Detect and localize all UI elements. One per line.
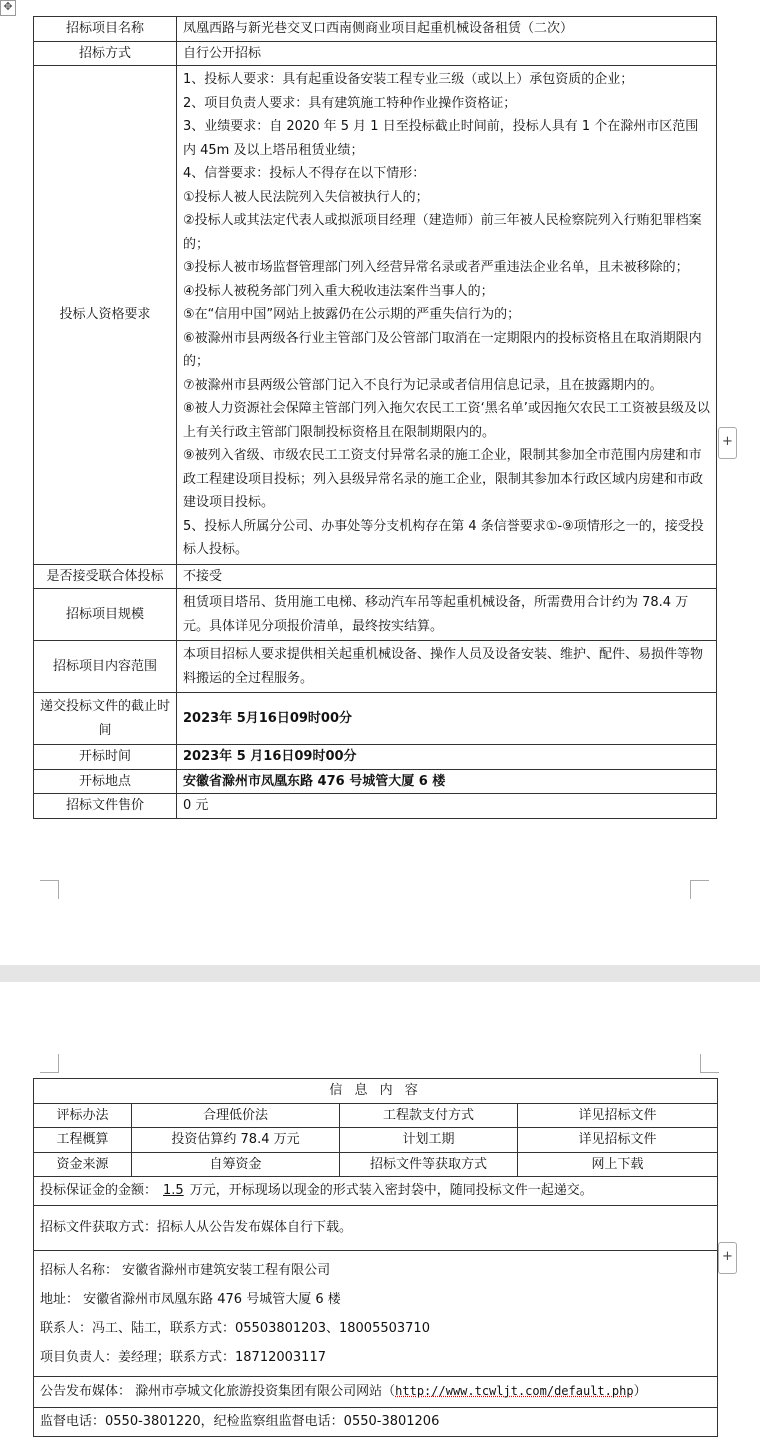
qual-line: 2、项目负责人要求：具有建筑施工特种作业操作资格证；	[183, 95, 517, 111]
qual-line: ②投标人或其法定代表人或拟派项目经理（建造师）前三年被人民检察院列入行贿犯罪档案的；	[183, 213, 702, 252]
add-row-icon[interactable]: +	[718, 427, 737, 459]
table-row	[34, 1377, 718, 1408]
qual-line: ④投标人被税务部门列入重大税收违法案件当事人的；	[183, 283, 494, 299]
info-header: 信 息 内 容	[34, 1079, 718, 1104]
media-suffix: ）	[633, 1384, 647, 1400]
table-row	[34, 41, 717, 66]
grid-cell: 网上下载	[518, 1152, 718, 1177]
page-break	[0, 965, 760, 982]
table-row	[34, 1206, 718, 1251]
table-row	[34, 1128, 718, 1153]
qual-line: ⑧被人力资源社会保障主管部门列入拖欠农民工工资‘黑名单’或因拖欠农民工工资被县级及以上有关行政主管部门限制投标资格且在限制期限内的。	[183, 401, 710, 440]
media-url-link[interactable]: http://www.tcwljt.com/default.php	[395, 1384, 634, 1399]
row-label: 投标人资格要求	[34, 66, 177, 565]
qual-line: ③投标人被市场监督管理部门列入经营异常名录或者严重违法企业名单，且未被移除的；	[183, 260, 689, 275]
grid-cell: 计划工期	[340, 1128, 518, 1153]
row-label: 招标项目内容范围	[34, 641, 177, 693]
table-row	[34, 769, 717, 794]
table-row	[34, 794, 717, 819]
deposit-amount: 1.5	[163, 1183, 184, 1199]
table-row	[34, 564, 717, 589]
contact-line: 联系人：冯工、陆工，联系方式：05503801203、18005503710	[40, 1321, 430, 1336]
table-row	[34, 1251, 718, 1377]
page-corner-mark	[700, 1054, 719, 1073]
grid-cell: 详见招标文件	[518, 1103, 718, 1128]
page-corner-mark	[690, 880, 709, 899]
tender-info-table	[33, 16, 717, 819]
opening-location-value: 安徽省滁州市凤凰东路 476 号城管大厦 6 楼	[177, 769, 717, 794]
row-value: 本项目招标人要求提供相关起重机械设备、操作人员及设备安装、维护、配件、易损件等物料搬运的全过程服务。	[177, 641, 717, 693]
deposit-prefix: 投标保证金的金额：	[40, 1183, 158, 1199]
grid-cell: 投资估算约 78.4 万元	[132, 1128, 340, 1153]
qual-line: ⑤在“信用中国”网站上披露仍在公示期的严重失信行为的；	[183, 307, 521, 322]
table-row	[34, 1152, 718, 1177]
table-row	[34, 745, 717, 770]
qual-line: ⑨被列入省级、市级农民工工资支付异常名录的施工企业，限制其参加全市范围内房建和市政工程建设项目投标；列入县级异常名录的施工企业，限制其参加本行政区域内房建和市政建设项目投标。	[183, 448, 704, 510]
grid-cell: 工程概算	[34, 1128, 132, 1153]
page-corner-mark	[40, 880, 59, 899]
contact-line: 项目负责人：姜经理；联系方式：18712003117	[40, 1350, 326, 1365]
row-label: 招标项目规模	[34, 589, 177, 641]
contact-line: 招标人名称： 安徽省滁州市建筑安装工程有限公司	[40, 1263, 331, 1278]
supervise-cell: 监督电话：0550-3801220，纪检监察组监督电话：0550-3801206	[34, 1408, 718, 1437]
table-row	[34, 1079, 718, 1104]
row-label: 招标方式	[34, 41, 177, 66]
grid-cell: 自筹资金	[132, 1152, 340, 1177]
qual-line: ⑥被滁州市县两级各行业主管部门及公管部门取消在一定期限内的投标资格且在取消期限内的；	[183, 330, 702, 369]
row-label: 递交投标文件的截止时间	[34, 693, 177, 745]
row-value: 凤凰西路与新光巷交叉口西南侧商业项目起重机械设备租赁（二次）	[177, 17, 717, 42]
grid-cell: 工程款支付方式	[340, 1103, 518, 1128]
row-label: 是否接受联合体投标	[34, 564, 177, 589]
table-move-handle-icon[interactable]: ✥	[0, 0, 16, 16]
qual-line: 5、投标人所属分公司、办事处等分支机构存在第 4 条信誉要求①-⑨项情形之一的，接受投标人投标。	[183, 518, 704, 557]
opening-time-value: 2023年 5 月16日09时00分	[177, 745, 717, 770]
row-value: 租赁项目塔吊、货用施工电梯、移动汽车吊等起重机械设备，所需费用合计约为 78.4 万元。具体详见分项报价清单，最终按实结算。	[177, 589, 717, 641]
contact-line: 地址： 安徽省滁州市凤凰东路 476 号城管大厦 6 楼	[40, 1292, 341, 1307]
deposit-cell	[34, 1177, 718, 1206]
table-row	[34, 1408, 718, 1437]
table-row	[34, 1177, 718, 1206]
add-row-icon[interactable]: +	[718, 1242, 737, 1274]
contact-cell	[34, 1251, 718, 1377]
grid-cell: 合理低价法	[132, 1103, 340, 1128]
table-row	[34, 693, 717, 745]
grid-cell: 招标文件等获取方式	[340, 1152, 518, 1177]
row-value: 不接受	[177, 564, 717, 589]
document-page-2	[0, 982, 760, 1443]
info-content-table	[33, 1078, 718, 1437]
deposit-suffix: 万元，开标现场以现金的形式装入密封袋中，随同投标文件一起递交。	[189, 1183, 593, 1199]
table-row	[34, 66, 717, 565]
qual-line: ①投标人被人民法院列入失信被执行人的；	[183, 189, 429, 205]
qual-line: ⑦被滁州市县两级公管部门记入不良行为记录或者信用信息记录，且在披露期内的。	[183, 377, 663, 393]
row-label: 招标文件售价	[34, 794, 177, 819]
grid-cell: 评标办法	[34, 1103, 132, 1128]
row-label: 开标地点	[34, 769, 177, 794]
table-row	[34, 641, 717, 693]
media-cell	[34, 1377, 718, 1408]
obtain-cell: 招标文件获取方式：招标人从公告发布媒体自行下载。	[34, 1206, 718, 1251]
qual-line: 1、投标人要求：具有起重设备安装工程专业三级（或以上）承包资质的企业；	[183, 72, 634, 87]
table-row	[34, 17, 717, 42]
table-row	[34, 1103, 718, 1128]
row-value: 自行公开招标	[177, 41, 717, 66]
deadline-value: 2023年 5月16日09时00分	[177, 693, 717, 745]
row-value: 0 元	[177, 794, 717, 819]
grid-cell: 资金来源	[34, 1152, 132, 1177]
qual-line: 4、信誉要求：投标人不得存在以下情形：	[183, 166, 426, 181]
grid-cell: 详见招标文件	[518, 1128, 718, 1153]
row-label: 开标时间	[34, 745, 177, 770]
qual-line: 3、业绩要求：自 2020 年 5 月 1 日至投标截止时间前，投标人具有 1 个在滁州市区范围内 45m 及以上塔吊租赁业绩；	[183, 119, 699, 158]
table-row	[34, 589, 717, 641]
page-corner-mark	[40, 1054, 59, 1073]
qualification-list	[177, 66, 717, 565]
row-label: 招标项目名称	[34, 17, 177, 42]
media-prefix: 公告发布媒体： 滁州市亭城文化旅游投资集团有限公司网站（	[40, 1384, 396, 1400]
